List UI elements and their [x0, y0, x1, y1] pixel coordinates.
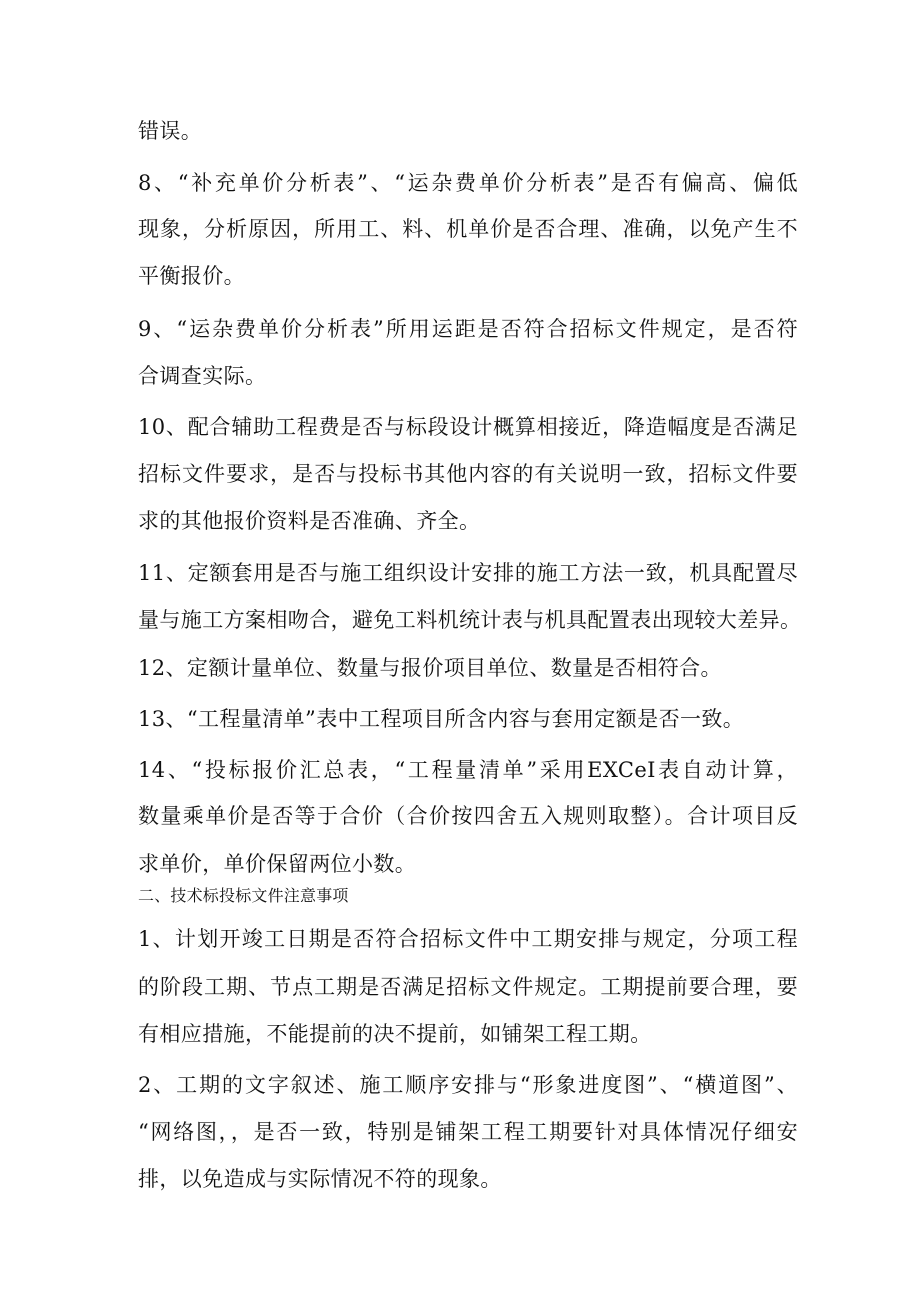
text-line: 招标文件要求，是否与投标书其他内容的有关说明一致，招标文件要 [138, 462, 798, 486]
text-line: 8、“补充单价分析表”、“运杂费单价分析表”是否有偏高、偏低 [138, 171, 798, 195]
text-line: 有相应措施，不能提前的决不提前，如铺架工程工期。 [138, 1022, 652, 1046]
text-line: “网络图，，是否一致，特别是铺架工程工期要针对具体情况仔细安 [138, 1120, 798, 1144]
text-line: 2、工期的文字叙述、施工顺序安排与“形象进度图”、“横道图”、 [138, 1073, 798, 1097]
text-line: 合调查实际。 [138, 364, 267, 388]
text-line: 数量乘单价是否等于合价（合价按四舍五入规则取整）。合计项目反 [138, 804, 798, 828]
text-line: 13、“工程量清单”表中工程项目所含内容与套用定额是否一致。 [138, 707, 745, 731]
text-line: 平衡报价。 [138, 264, 245, 288]
section-heading: 二、技术标投标文件注意事项 [138, 886, 349, 905]
text-line: 9、“运杂费单价分析表”所用运距是否符合招标文件规定，是否符 [138, 317, 798, 341]
text-line: 1、计划开竣工日期是否符合招标文件中工期安排与规定，分项工程 [138, 927, 798, 951]
text-line: 现象，分析原因，所用工、料、机单价是否合理、准确，以免产生不 [138, 217, 798, 241]
text-line: 量与施工方案相吻合，避免工料机统计表与机具配置表出现较大差异。 [138, 608, 802, 632]
text-line: 14、“投标报价汇总表，“工程量清单”采用EXCeI表自动计算， [138, 758, 798, 782]
text-line: 求单价，单价保留两位小数。 [138, 852, 417, 876]
text-line: 的阶段工期、节点工期是否满足招标文件规定。工期提前要合理，要 [138, 975, 798, 999]
text-line: 错误。 [138, 119, 203, 143]
text-line: 求的其他报价资料是否准确、齐全。 [138, 509, 481, 533]
text-line: 排，以免造成与实际情况不符的现象。 [138, 1167, 502, 1191]
text-line: 11、定额套用是否与施工组织设计安排的施工方法一致，机具配置尽 [138, 561, 798, 585]
text-line: 12、定额计量单位、数量与报价项目单位、数量是否相符合。 [138, 656, 722, 680]
text-line: 10、配合辅助工程费是否与标段设计概算相接近，降造幅度是否满足 [138, 415, 798, 439]
